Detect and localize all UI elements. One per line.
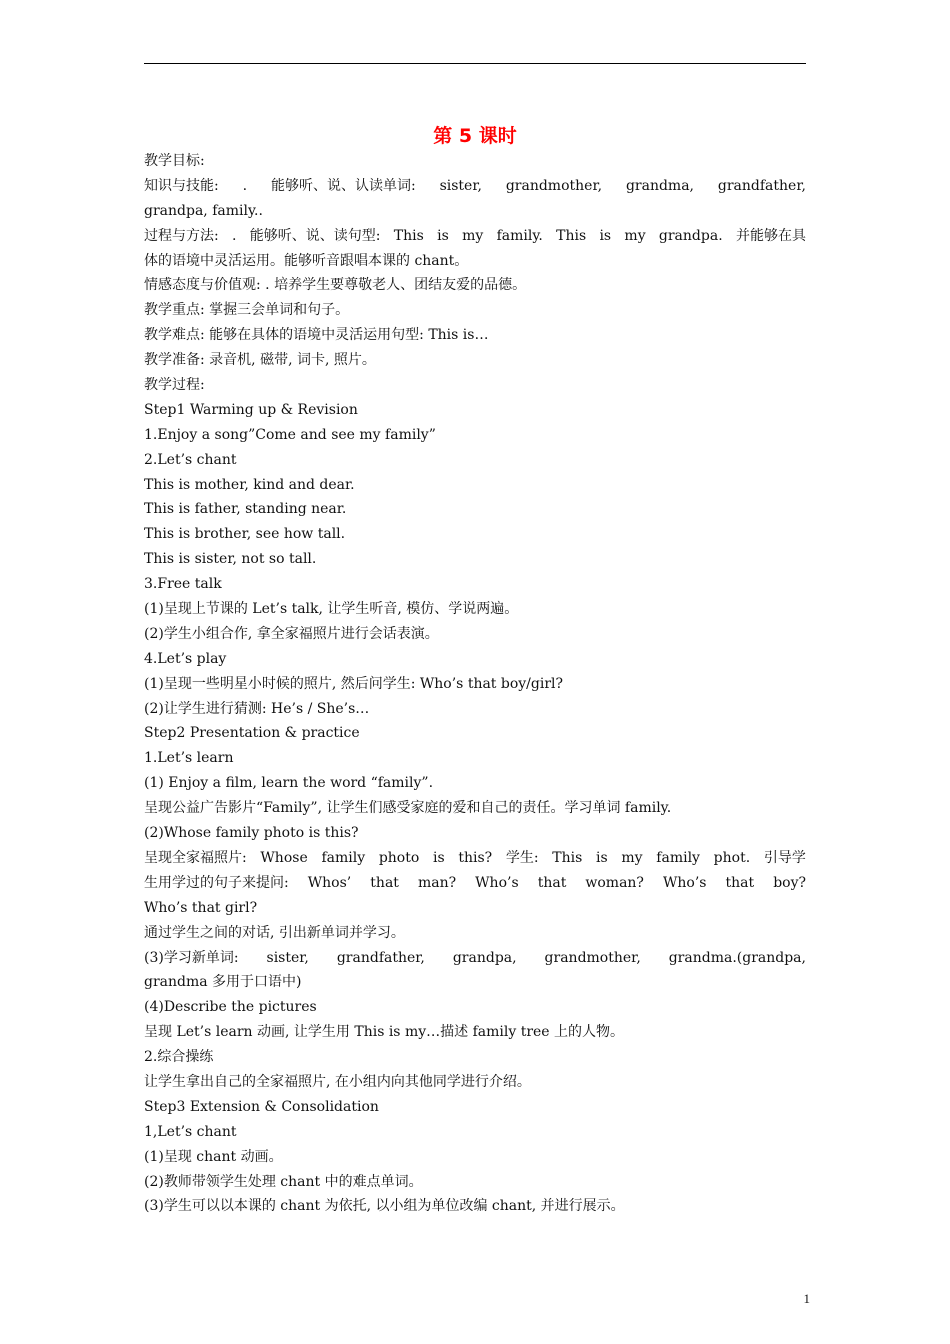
text-line: This is mother, kind and dear. xyxy=(144,476,355,493)
text-line: 过程与方法: . 能够听、说、读句型: This is my family. This is my grandpa. 并能够在具 xyxy=(144,227,806,244)
text-line: Step3 Extension & Consolidation xyxy=(144,1098,379,1115)
text-line: 3.Free talk xyxy=(144,576,222,593)
lesson-title: 第 5 课时 xyxy=(433,125,517,147)
text-line: Step2 Presentation & practice xyxy=(144,725,360,742)
text-line: (2)学生小组合作, 拿全家福照片进行会话表演。 xyxy=(144,625,439,642)
text-line: 2.综合操练 xyxy=(144,1049,214,1066)
text-line: (2)让学生进行猜测: He’s / She’s… xyxy=(144,700,370,717)
text-line: grandma 多用于口语中) xyxy=(144,974,302,991)
text-line: Who’s that girl? xyxy=(144,899,258,916)
header-rule xyxy=(144,63,806,64)
text-line: 生用学过的句子来提问: Whos’ that man? Who’s that woman? Who’s that boy? xyxy=(144,874,806,891)
text-line: (1) Enjoy a film, learn the word “family”. xyxy=(144,775,434,792)
text-line: 教学重点: 掌握三会单词和句子。 xyxy=(144,302,350,319)
text-line: 教学过程: xyxy=(144,377,205,394)
text-line: 2.Let’s chant xyxy=(144,451,237,468)
text-line: (1)呈现上节课的 Let’s talk, 让学生听音, 模仿、学说两遍。 xyxy=(144,601,519,618)
lesson-body xyxy=(144,149,806,1219)
text-line: 呈现公益广告影片“Family”, 让学生们感受家庭的爱和自己的责任。学习单词 family. xyxy=(144,800,672,817)
text-line: 呈现全家福照片: Whose family photo is this? 学生: This is my family phot. 引导学 xyxy=(144,849,806,866)
text-line: (4)Describe the pictures xyxy=(144,999,317,1016)
text-line: 通过学生之间的对话, 引出新单词并学习。 xyxy=(144,924,405,941)
text-line: 呈现 Let’s learn 动画, 让学生用 This is my…描述 family tree 上的人物。 xyxy=(144,1024,625,1041)
text-line: 1.Enjoy a song”Come and see my family” xyxy=(144,426,436,443)
text-line: (3)学生可以以本课的 chant 为依托, 以小组为单位改编 chant, 并进行展示。 xyxy=(144,1198,625,1215)
text-line: (1)呈现一些明星小时候的照片, 然后问学生: Who’s that boy/girl? xyxy=(144,675,564,692)
text-line: (1)呈现 chant 动画。 xyxy=(144,1148,283,1165)
text-line: This is sister, not so tall. xyxy=(144,551,317,568)
text-line: (2)Whose family photo is this? xyxy=(144,825,359,842)
text-line: 4.Let’s play xyxy=(144,650,227,667)
text-line: 教学难点: 能够在具体的语境中灵活运用句型: This is… xyxy=(144,327,489,344)
text-line: This is father, standing near. xyxy=(144,501,347,518)
text-line: (3)学习新单词: sister, grandfather, grandpa, grandmother, grandma.(grandpa, xyxy=(144,949,806,966)
page-number: 1 xyxy=(803,1291,810,1306)
text-line: This is brother, see how tall. xyxy=(144,526,346,543)
text-line: 教学准备: 录音机, 磁带, 词卡, 照片。 xyxy=(144,352,376,369)
text-line: 体的语境中灵活运用。能够听音跟唱本课的 chant。 xyxy=(144,252,469,269)
text-line: (2)教师带领学生处理 chant 中的难点单词。 xyxy=(144,1173,423,1190)
text-line: grandpa, family.. xyxy=(144,202,263,219)
text-line: 1.Let’s learn xyxy=(144,750,234,767)
text-line: 情感态度与价值观: . 培养学生要尊敬老人、团结友爱的品德。 xyxy=(144,277,527,294)
text-line: 1,Let’s chant xyxy=(144,1123,237,1140)
text-line: 知识与技能: . 能够听、说、认读单词: sister, grandmother, grandma, grandfather, xyxy=(144,177,806,194)
text-line: 教学目标: xyxy=(144,153,205,169)
text-line: Step1 Warming up & Revision xyxy=(144,401,358,418)
text-line: 让学生拿出自己的全家福照片, 在小组内向其他同学进行介绍。 xyxy=(144,1073,531,1090)
